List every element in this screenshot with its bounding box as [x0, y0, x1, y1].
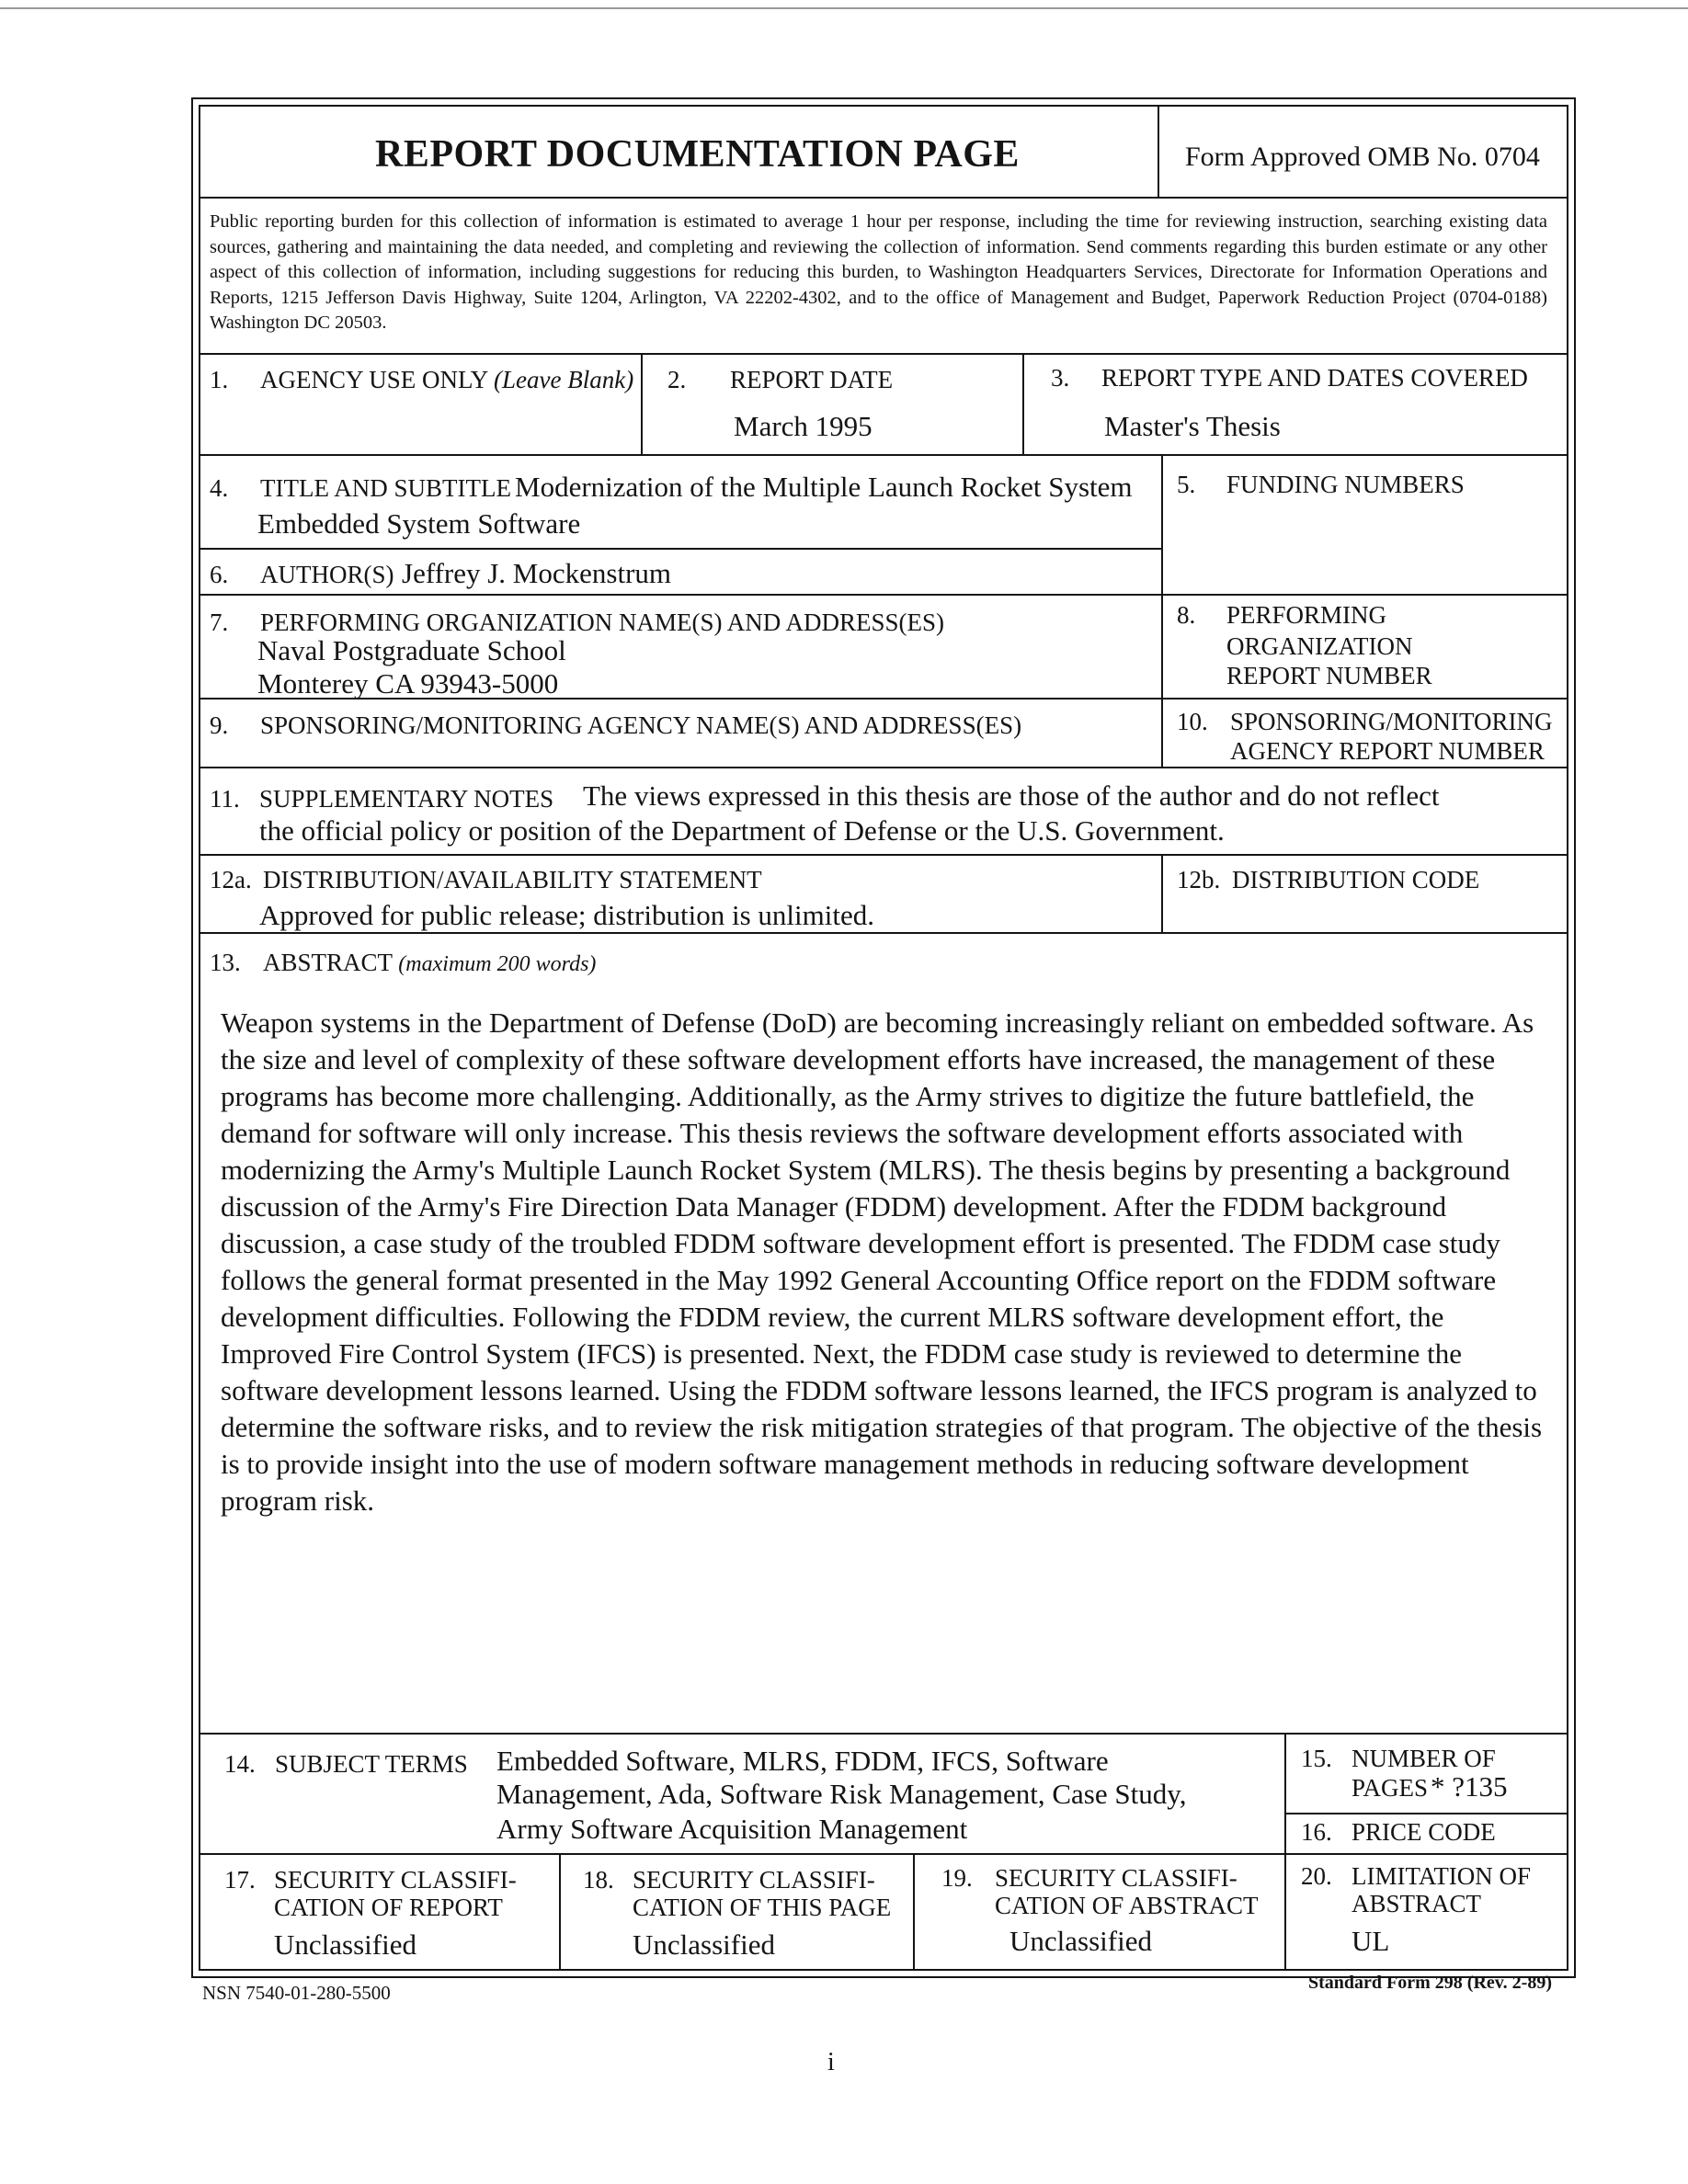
- divider-17-18: [559, 1853, 561, 1971]
- nsn-number: NSN 7540-01-280-5500: [202, 1982, 391, 2004]
- report-date-value: March 1995: [734, 410, 873, 442]
- page-number: i: [827, 2048, 835, 2076]
- subject-terms-line-2: Management, Ada, Software Risk Management, Case Study,: [496, 1778, 1187, 1810]
- block-18-number: 18.: [583, 1866, 614, 1894]
- block-11-label: 11. SUPPLEMENTARY NOTES: [210, 785, 554, 813]
- divider-9-10: [1161, 698, 1163, 768]
- block-7-label: 7. PERFORMING ORGANIZATION NAME(S) AND ADDRESS(ES): [210, 609, 945, 636]
- block-3-label: 3. REPORT TYPE AND DATES COVERED: [1051, 364, 1528, 392]
- subject-terms-line-1: Embedded Software, MLRS, FDDM, IFCS, Software: [496, 1745, 1109, 1777]
- block-17-number: 17.: [224, 1866, 256, 1894]
- org-address-value: Monterey CA 93943-5000: [257, 667, 559, 700]
- notes-value-line-1: The views expressed in this thesis are those of the author and do not reflect: [583, 779, 1440, 812]
- block-10-number: 10.: [1177, 708, 1208, 735]
- block-16-label: 16. PRICE CODE: [1301, 1818, 1496, 1846]
- divider-1-2: [641, 353, 643, 455]
- block-8-label-line-3: REPORT NUMBER: [1226, 662, 1432, 689]
- block-15-label-line-1: NUMBER OF: [1352, 1745, 1496, 1772]
- header-rule: [199, 197, 1568, 199]
- header-divider: [1158, 105, 1159, 198]
- divider-18-19: [913, 1853, 915, 1971]
- distribution-statement-value: Approved for public release; distribution is unlimited.: [259, 899, 874, 931]
- block-19-label-line-2: CATION OF ABSTRACT: [995, 1892, 1259, 1919]
- standard-form-label: Standard Form 298 (Rev. 2-89): [1308, 1973, 1552, 1993]
- rule-after-row-1: [199, 454, 1568, 456]
- block-18-label-line-1: SECURITY CLASSIFI-: [633, 1866, 875, 1894]
- block-12b-label: 12b. DISTRIBUTION CODE: [1177, 866, 1480, 893]
- limitation-value: UL: [1352, 1925, 1390, 1957]
- block-4-label: 4. TITLE AND SUBTITLE: [210, 474, 511, 502]
- block-19-number: 19.: [941, 1864, 973, 1892]
- rule-after-row-7: [199, 698, 1568, 700]
- subject-terms-line-3: Army Software Acquisition Management: [496, 1813, 968, 1845]
- block-20-number: 20.: [1301, 1862, 1332, 1890]
- block-8-number: 8.: [1177, 601, 1196, 629]
- divider-4-5: [1161, 454, 1163, 595]
- block-6-label: 6. AUTHOR(S): [210, 561, 394, 588]
- burden-rule: [199, 353, 1568, 355]
- block-9-label: 9. SPONSORING/MONITORING AGENCY NAME(S) AND ADDRESS(ES): [210, 711, 1022, 739]
- rule-after-row-14: [199, 1853, 1568, 1855]
- burden-statement: Public reporting burden for this collection of information is estimated to average 1 hour per response, including the time for reviewing instruction, searching existing data sources, gathering and maintaining the data needed, and completing and reviewing the collection of information. Send comments regarding this burden estimate or any other aspect of this collection of information, including suggestions for reducing this burden, to Washington Headquarters Services, Directorate for Information Operations and Reports, 1215 Jefferson Davis Highway, Suite 1204, Arlington, VA 22202-4302, and to the office of Management and Budget, Paperwork Reduction Project (0704-0188) Washington DC 20503.: [210, 211, 1547, 334]
- block-17-label-line-2: CATION OF REPORT: [274, 1894, 503, 1921]
- block-10-label-line-1: SPONSORING/MONITORING: [1230, 708, 1553, 735]
- block-20-label-line-1: LIMITATION OF: [1352, 1862, 1532, 1890]
- block-17-label-line-1: SECURITY CLASSIFI-: [274, 1866, 517, 1894]
- rule-after-block-15: [1284, 1813, 1568, 1814]
- report-type-value: Master's Thesis: [1104, 410, 1281, 442]
- rule-after-row-9: [199, 767, 1568, 768]
- author-value: Jeffrey J. Mockenstrum: [402, 557, 672, 589]
- block-13-label: 13. ABSTRACT (maximum 200 words): [210, 949, 597, 976]
- block-20-label-line-2: ABSTRACT: [1352, 1890, 1482, 1917]
- block-14-label: 14. SUBJECT TERMS: [224, 1750, 468, 1778]
- rule-after-row-12: [199, 932, 1568, 934]
- scan-top-edge: [0, 7, 1688, 9]
- rule-after-row-11: [199, 854, 1568, 856]
- security-report-value: Unclassified: [274, 1928, 416, 1961]
- divider-7-8: [1161, 594, 1163, 699]
- block-8-label-line-2: ORGANIZATION: [1226, 632, 1413, 660]
- security-abstract-value: Unclassified: [1009, 1925, 1152, 1957]
- number-of-pages-value: * ?135: [1431, 1770, 1508, 1803]
- block-18-label-line-2: CATION OF THIS PAGE: [633, 1894, 892, 1921]
- block-10-label-line-2: AGENCY REPORT NUMBER: [1230, 737, 1545, 765]
- divider-19-20: [1284, 1853, 1286, 1971]
- abstract-text: Weapon systems in the Department of Defense (DoD) are becoming increasingly reliant on embedded software. As the size and level of complexity of these software development efforts have increased, the management of these programs has become more challenging. Additionally, as the Army strives to digitize the future battlefield, the demand for software will only increase. This thesis reviews the software development efforts associated with modernizing the Army's Multiple Launch Rocket System (MLRS). The thesis begins by presenting a background discussion of the Army's Fire Direction Data Manager (FDDM) development. After the FDDM background discussion, a case study of the troubled FDDM software development effort is presented. The FDDM case study follows the general format presented in the May 1992 General Accounting Office report on the FDDM software development difficulties. Following the FDDM review, the current MLRS software development effort, the Improved Fire Control System (IFCS) is presented. Next, the FDDM case study is reviewed to determine the software development lessons learned. Using the FDDM software lessons learned, the IFCS program is analyzed to determine the software risks, and to review the risk mitigation strategies of that program. The objective of the thesis is to provide insight into the use of modern software management methods in reducing software development program risk.: [221, 1007, 1543, 1517]
- title-value-line-2: Embedded System Software: [257, 507, 581, 540]
- divider-14-15: [1284, 1733, 1286, 1854]
- block-15-number: 15.: [1301, 1745, 1332, 1772]
- divider-2-3: [1022, 353, 1024, 455]
- block-19-label-line-1: SECURITY CLASSIFI-: [995, 1864, 1237, 1892]
- block-15-label-line-2: PAGES: [1352, 1774, 1429, 1802]
- org-name-value: Naval Postgraduate School: [257, 634, 566, 666]
- rule-after-block-4: [199, 548, 1163, 550]
- block-8-label-line-1: PERFORMING: [1226, 601, 1387, 629]
- form-approved-label: Form Approved OMB No. 0704: [1185, 142, 1540, 172]
- block-1-label: 1. AGENCY USE ONLY (Leave Blank): [210, 366, 634, 393]
- notes-value-line-2: the official policy or position of the Department of Defense or the U.S. Government.: [259, 814, 1225, 847]
- security-page-value: Unclassified: [633, 1928, 775, 1961]
- rule-after-block-6: [199, 594, 1568, 596]
- divider-12a-12b: [1161, 854, 1163, 933]
- rule-after-abstract: [199, 1733, 1568, 1735]
- page-title: REPORT DOCUMENTATION PAGE: [375, 133, 1020, 176]
- title-value-line-1: Modernization of the Multiple Launch Rocket System: [515, 471, 1133, 503]
- block-5-label: 5. FUNDING NUMBERS: [1177, 471, 1465, 498]
- block-12a-label: 12a. DISTRIBUTION/AVAILABILITY STATEMENT: [210, 866, 762, 893]
- block-2-label: 2. REPORT DATE: [667, 366, 894, 393]
